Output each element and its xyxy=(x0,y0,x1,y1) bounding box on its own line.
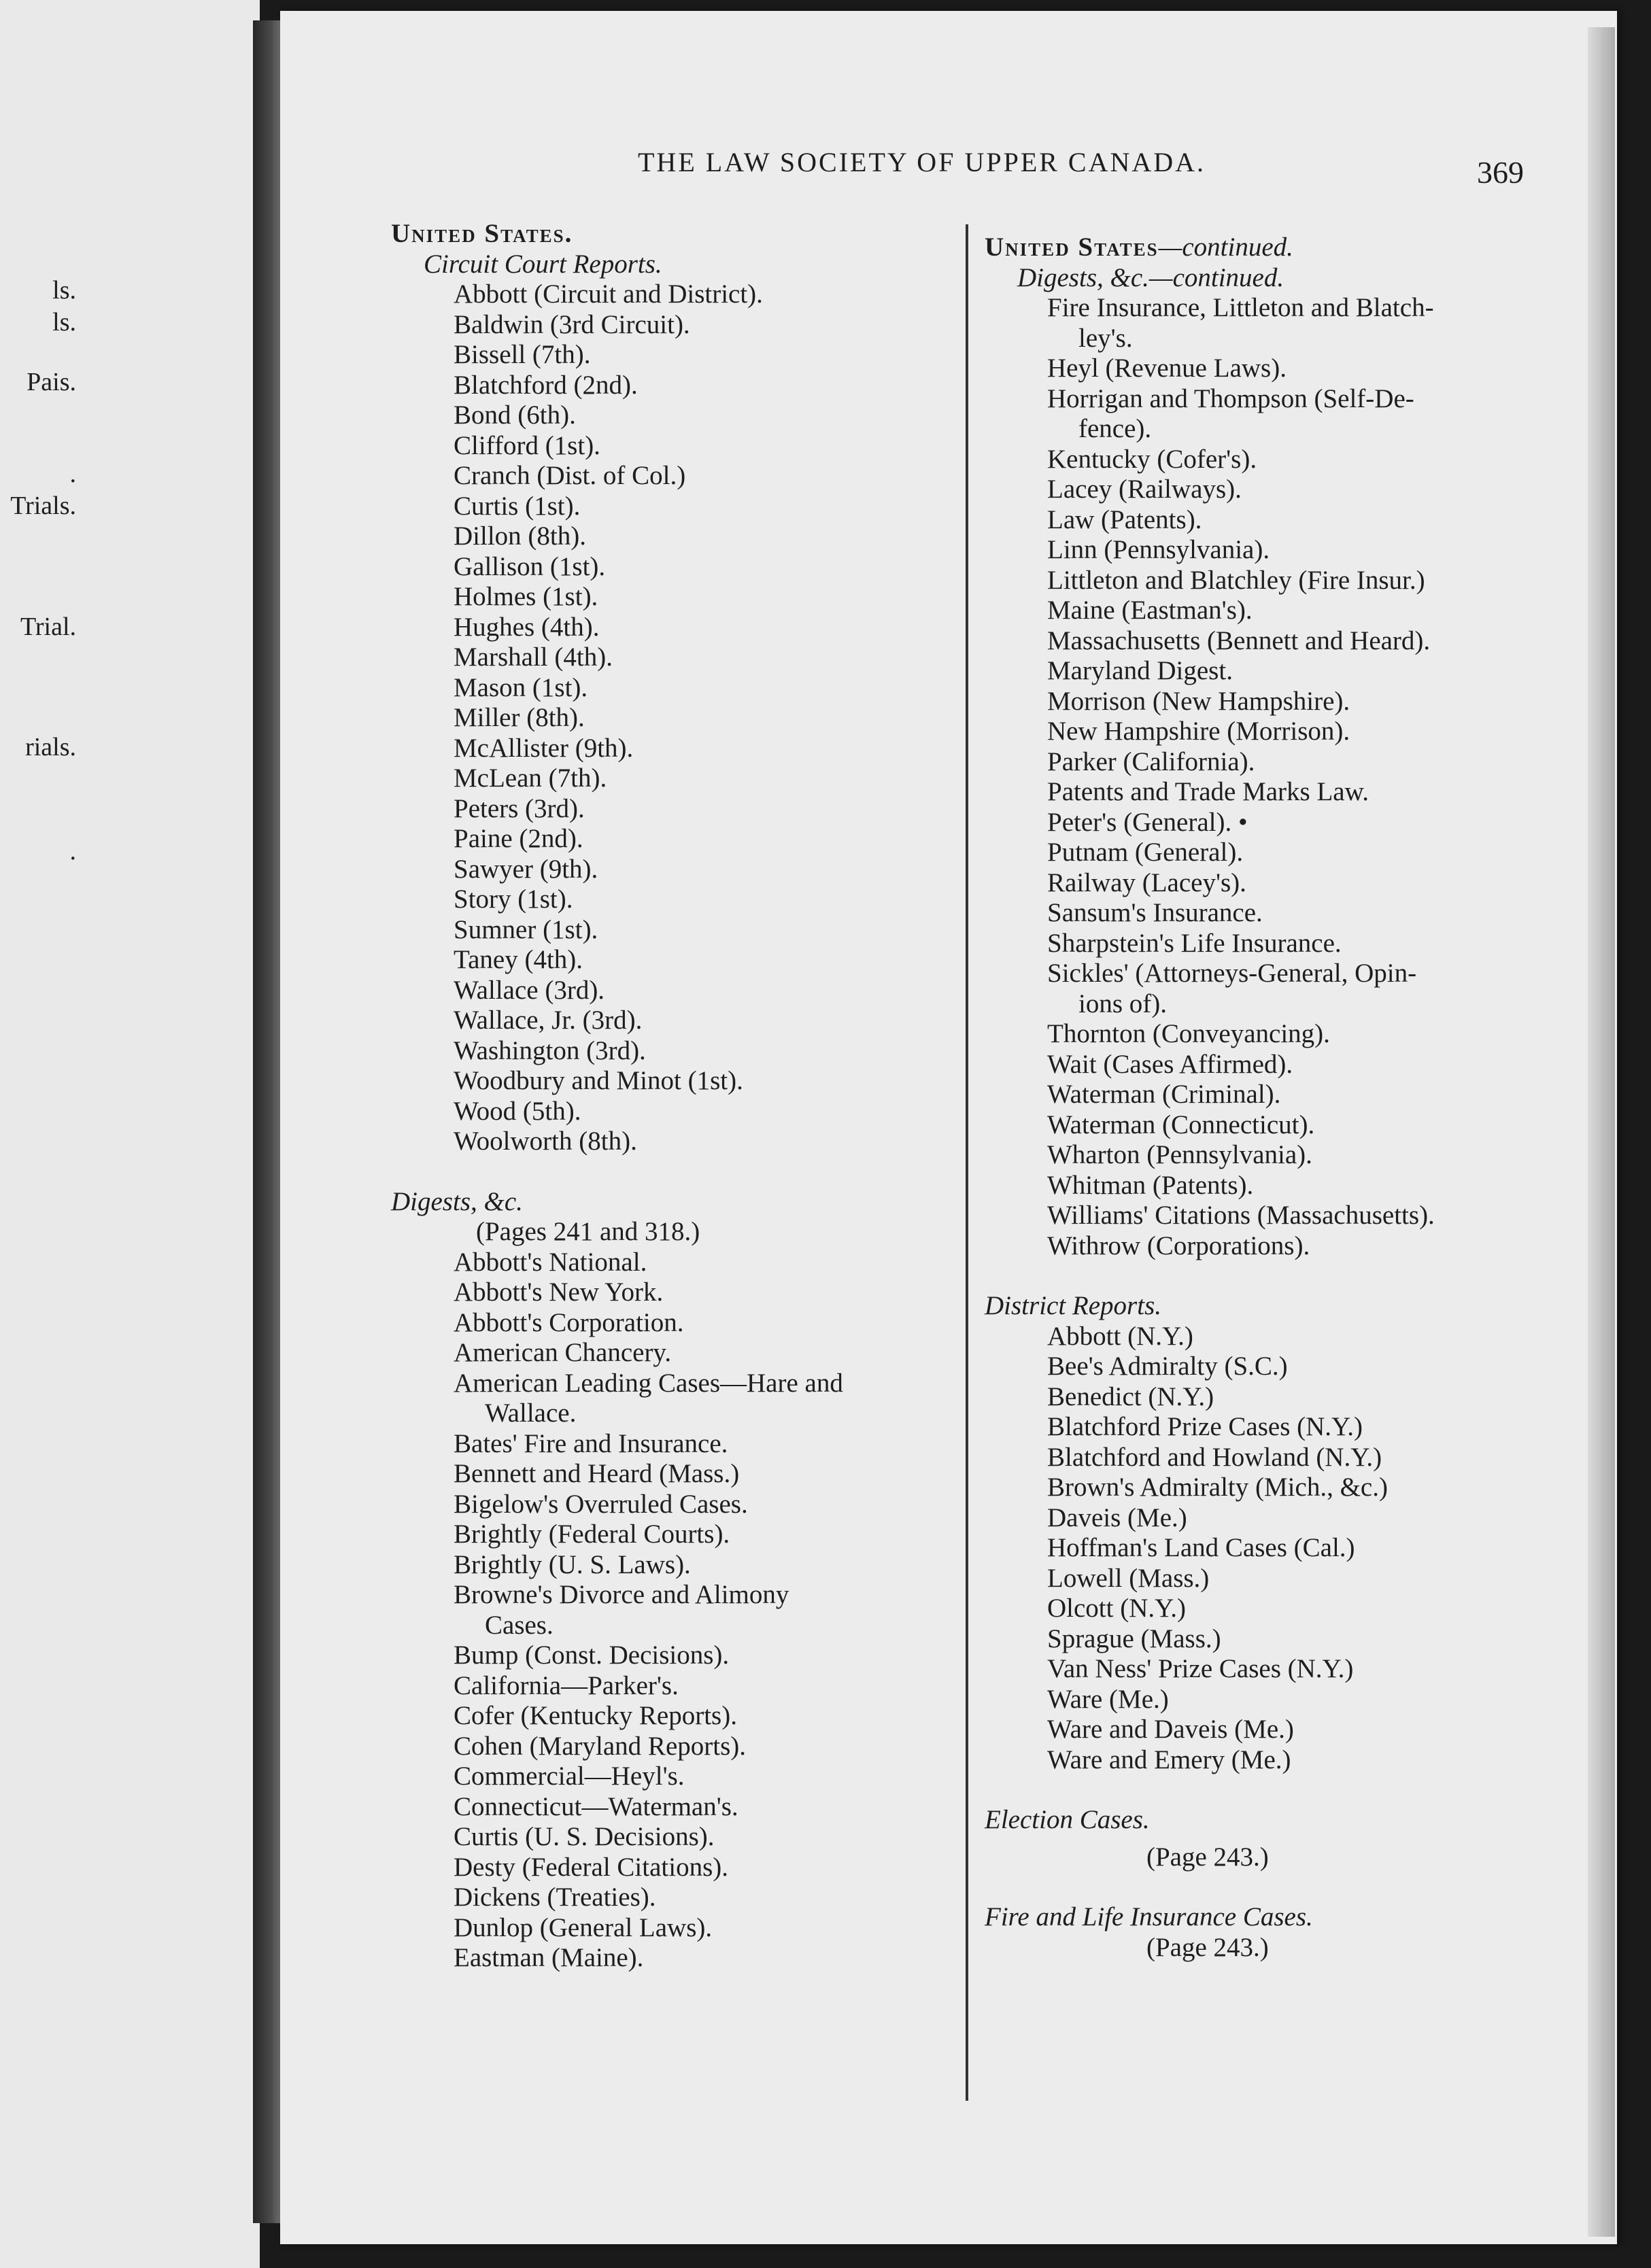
entry: Maine (Eastman's). xyxy=(1047,596,1253,625)
entry: Clifford (1st). xyxy=(454,430,600,460)
entry: Sprague (Mass.) xyxy=(1047,1623,1221,1653)
entry: Littleton and Blatchley (Fire Insur.) xyxy=(1047,565,1425,595)
entry: Olcott (N.Y.) xyxy=(1047,1594,1187,1623)
left-fragment: . xyxy=(69,837,76,865)
entry: Dillon (8th). xyxy=(454,521,586,551)
entry: Bump (Const. Decisions). xyxy=(454,1640,730,1670)
entry: Miller (8th). xyxy=(454,703,585,732)
entry: Wallace (3rd). xyxy=(454,975,605,1005)
entry: Fire Insurance, Littleton and Blatch- xyxy=(1047,293,1434,322)
column-divider xyxy=(966,224,968,2101)
entry: ley's. xyxy=(1078,323,1133,353)
entry: Blatchford (2nd). xyxy=(454,370,638,400)
entry: Ware and Emery (Me.) xyxy=(1047,1745,1291,1774)
entry: Waterman (Criminal). xyxy=(1047,1080,1281,1109)
entry: Cranch (Dist. of Col.) xyxy=(454,461,686,490)
entry-list xyxy=(985,293,1542,1261)
entry: Gallison (1st). xyxy=(454,551,606,581)
entry: Connecticut—Waterman's. xyxy=(454,1791,738,1821)
entry: Mason (1st). xyxy=(454,672,588,702)
entry: Curtis (1st). xyxy=(454,491,581,521)
entry: ions of). xyxy=(1078,989,1167,1018)
entry: Wallace, Jr. (3rd). xyxy=(454,1006,643,1035)
entry: Marshall (4th). xyxy=(454,642,613,672)
page-number: 369 xyxy=(1477,155,1524,190)
entry: Taney (4th). xyxy=(454,945,583,974)
entry: Thornton (Conveyancing). xyxy=(1047,1019,1330,1048)
entry: Morrison (New Hampshire). xyxy=(1047,686,1350,716)
entry: Williams' Citations (Massachusetts). xyxy=(1047,1201,1435,1230)
entry: Bee's Admiralty (S.C.) xyxy=(1047,1352,1288,1381)
entry: Bennett and Heard (Mass.) xyxy=(454,1459,740,1488)
entry: Abbott (N.Y.) xyxy=(1047,1321,1193,1351)
entry: Linn (Pennsylvania). xyxy=(1047,535,1270,564)
left-fragment: rials. xyxy=(25,733,76,761)
entry: Bissell (7th). xyxy=(454,340,591,369)
entry: Hughes (4th). xyxy=(454,612,600,642)
book-gutter xyxy=(253,20,283,2223)
entry: Woolworth (8th). xyxy=(454,1127,637,1156)
entry: Bigelow's Overruled Cases. xyxy=(454,1489,748,1519)
left-fragment: Trials. xyxy=(10,492,76,520)
left-fragment: . xyxy=(69,460,76,488)
entry: Ware and Daveis (Me.) xyxy=(1047,1715,1294,1744)
entry: Brightly (Federal Courts). xyxy=(454,1519,730,1549)
left-fragment: Trial. xyxy=(20,613,76,641)
entry: Desty (Federal Citations). xyxy=(454,1852,728,1882)
section-note: (Page 243.) xyxy=(1146,1932,1269,1962)
left-fragment: Pais. xyxy=(27,368,76,396)
entry: Dunlop (General Laws). xyxy=(454,1912,713,1942)
entry: Patents and Trade Marks Law. xyxy=(1047,777,1369,806)
section-title: Fire and Life Insurance Cases. xyxy=(985,1902,1313,1931)
entry: Ware (Me.) xyxy=(1047,1684,1169,1714)
entry: Law (Patents). xyxy=(1047,504,1202,534)
section-title: Digests, &c.—continued. xyxy=(1017,262,1284,292)
entry: Abbott's New York. xyxy=(454,1277,664,1307)
running-header: THE LAW SOCIETY OF UPPER CANADA. xyxy=(638,147,1206,177)
entry: Cohen (Maryland Reports). xyxy=(454,1731,746,1761)
entry: Wood (5th). xyxy=(454,1096,581,1126)
entry: Cases. xyxy=(485,1610,554,1640)
entry: Bond (6th). xyxy=(454,400,576,430)
column-heading-continued: —continued. xyxy=(1158,233,1293,262)
entry: Abbott (Circuit and District). xyxy=(454,279,763,309)
entry: Cofer (Kentucky Reports). xyxy=(454,1701,737,1730)
entry: Dickens (Treaties). xyxy=(454,1883,656,1912)
entry: Peter's (General). • xyxy=(1047,807,1248,837)
entry: Sharpstein's Life Insurance. xyxy=(1047,928,1342,958)
entry: Massachusetts (Bennett and Heard). xyxy=(1047,625,1431,655)
entry: Sumner (1st). xyxy=(454,914,598,944)
entry: Heyl (Revenue Laws). xyxy=(1047,354,1287,383)
entry: Abbott's National. xyxy=(454,1247,647,1277)
right-column xyxy=(985,233,1542,1963)
entry: Brightly (U. S. Laws). xyxy=(454,1549,691,1579)
entry: New Hampshire (Morrison). xyxy=(1047,717,1350,746)
entry: Wait (Cases Affirmed). xyxy=(1047,1049,1293,1079)
entry: California—Parker's. xyxy=(454,1670,679,1700)
entry: Bates' Fire and Insurance. xyxy=(454,1428,728,1458)
entry: Peters (3rd). xyxy=(454,793,585,823)
page-edge xyxy=(1588,27,1615,2237)
entry: Eastman (Maine). xyxy=(454,1943,644,1972)
entry: American Leading Cases—Hare and xyxy=(454,1368,843,1398)
entry: Blatchford Prize Cases (N.Y.) xyxy=(1047,1412,1363,1441)
entry: Brown's Admiralty (Mich., &c.) xyxy=(1047,1473,1388,1502)
entry-list xyxy=(985,1322,1542,1776)
entry: Woodbury and Minot (1st). xyxy=(454,1066,743,1095)
entry: Waterman (Connecticut). xyxy=(1047,1110,1315,1139)
entry: Van Ness' Prize Cases (N.Y.) xyxy=(1047,1654,1354,1683)
left-column xyxy=(391,219,949,1974)
entry: McAllister (9th). xyxy=(454,733,634,763)
entry: Benedict (N.Y.) xyxy=(1047,1381,1214,1411)
entry: Paine (2nd). xyxy=(454,824,583,853)
entry: Abbott's Corporation. xyxy=(454,1307,684,1337)
entry: Lacey (Railways). xyxy=(1047,475,1242,504)
entry: Maryland Digest. xyxy=(1047,656,1233,685)
entry: Putnam (General). xyxy=(1047,838,1244,867)
entry: Wharton (Pennsylvania). xyxy=(1047,1140,1312,1169)
entry: Sickles' (Attorneys-General, Opin- xyxy=(1047,959,1417,988)
entry: Railway (Lacey's). xyxy=(1047,867,1246,897)
section-note: (Page 243.) xyxy=(1146,1842,1269,1872)
entry-list xyxy=(391,279,949,1157)
left-fragment: ls. xyxy=(52,308,76,337)
entry: American Chancery. xyxy=(454,1338,672,1367)
entry: Sansum's Insurance. xyxy=(1047,898,1263,927)
section-title: Election Cases. xyxy=(985,1805,1150,1834)
section-title: Digests, &c. xyxy=(391,1186,523,1216)
entry: Commercial—Heyl's. xyxy=(454,1762,685,1791)
entry: Daveis (Me.) xyxy=(1047,1502,1187,1532)
entry: fence). xyxy=(1078,414,1152,443)
entry: Browne's Divorce and Alimony xyxy=(454,1580,789,1609)
entry: Washington (3rd). xyxy=(454,1035,646,1065)
left-fragment: ls. xyxy=(52,276,76,305)
entry: Parker (California). xyxy=(1047,746,1255,776)
section-title: District Reports. xyxy=(985,1291,1161,1320)
entry: Withrow (Corporations). xyxy=(1047,1231,1310,1260)
section-note: (Pages 241 and 318.) xyxy=(476,1217,700,1246)
section-title: Circuit Court Reports. xyxy=(424,249,662,279)
entry: Lowell (Mass.) xyxy=(1047,1563,1210,1593)
entry: McLean (7th). xyxy=(454,763,607,793)
entry: Kentucky (Cofer's). xyxy=(1047,444,1257,474)
entry: Sawyer (9th). xyxy=(454,854,598,884)
entry: Holmes (1st). xyxy=(454,582,598,611)
entry: Blatchford and Howland (N.Y.) xyxy=(1047,1442,1382,1472)
entry: Horrigan and Thompson (Self-De- xyxy=(1047,383,1414,413)
entry: Whitman (Patents). xyxy=(1047,1170,1254,1200)
entry: Wallace. xyxy=(485,1398,577,1428)
column-heading: United States. xyxy=(391,219,573,248)
entry: Story (1st). xyxy=(454,884,573,914)
entry-list xyxy=(391,1248,949,1974)
left-page-edge xyxy=(0,0,260,2268)
column-heading: United States xyxy=(985,233,1159,262)
entry: Baldwin (3rd Circuit). xyxy=(454,309,690,339)
entry: Curtis (U. S. Decisions). xyxy=(454,1822,715,1851)
entry: Hoffman's Land Cases (Cal.) xyxy=(1047,1533,1355,1562)
